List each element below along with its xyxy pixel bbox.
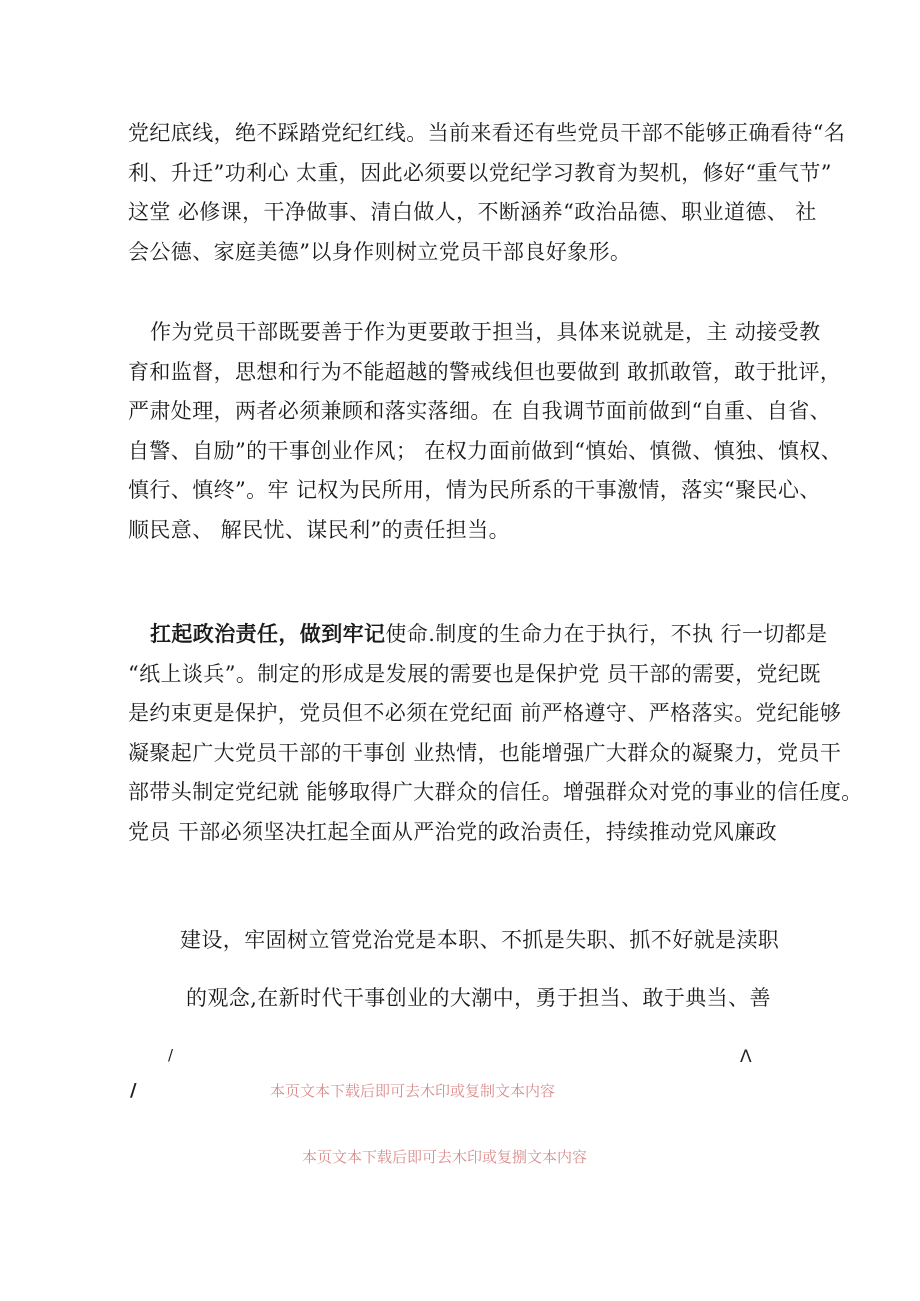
caret-mark: Λ	[740, 1047, 752, 1067]
paragraph-2	[128, 313, 843, 551]
text-line: 慎行、慎终”。牢 记权为民所用，情为民所系的干事激情，落实“聚民心、	[128, 478, 821, 503]
tail-line-2: 的观念,在新时代干事创业的大潮中，勇于担当、敢于典当、善	[186, 986, 771, 1010]
text-line: “纸上谈兵”。制定的形成是发展的需要也是保护党 员干部的需要，党纪既	[128, 661, 821, 686]
text-line: 顺民意、 解民忧、谋民利”的责任担当。	[128, 517, 511, 542]
text-line: 会公德、家庭美德”以身作则树立党员干部良好象形。	[128, 239, 632, 264]
tail-line-1: 建设，牢固树立管党治党是本职、不抓是失职、抓不好就是渎职	[180, 928, 780, 952]
text-line: 育和监督，思想和行为不能超越的警戒线但也要做到 敢抓敢管，敢于批评，	[128, 359, 842, 384]
text-line: 这堂 必修课，干净做事、清白做人，不断涵养“政治品德、职业道德、 社	[128, 200, 817, 225]
watermark-text: 本页文本下载后即可去木印或复捌文本内容	[302, 1148, 588, 1166]
text-line: 作为党员干部既要善于作为更要敢于担当，具体来说就是，主 动接受教	[150, 320, 821, 344]
text-line: 党纪底线，绝不踩踏党纪红线。当前来看还有些党员干部不能够正确看待“名	[128, 121, 846, 145]
text-line: 自警、自励”的干事创业作风； 在权力面前做到“慎始、慎微、慎独、慎权、	[128, 438, 843, 463]
paragraph-3	[128, 614, 863, 853]
paragraph-1	[128, 114, 846, 272]
text-line: 利、升迁”功利心 太重，因此必须要以党纪学习教育为契机，修好“重气节”	[128, 160, 832, 185]
heading-rest: 使命.制度的生命力在于执行，不执 行一切都是	[385, 622, 828, 646]
text-line-first	[128, 614, 828, 655]
text-line: 是约束更是保护，党员但不必须在党纪面 前严格遵守、严格落实。党纪能够	[128, 701, 842, 726]
watermark-text: 本页文本下载后即可去木印或复制文本内容	[270, 1082, 556, 1100]
paragraph-heading: 扛起政治责任，做到牢记	[150, 621, 386, 646]
text-line: 部带头制定党纪就 能够取得广大群众的信任。增强群众对党的事业的信任度。	[128, 780, 863, 805]
text-line: 严肃处理，两者必须兼顾和落实落细。在 自我调节面前做到“自重、自省、	[128, 399, 832, 424]
text-line: 凝聚起广大党员干部的干事创 业热情，也能增强广大群众的凝聚力，党员干	[128, 740, 842, 765]
text-line: 党员 干部必须坚决扛起全面从严治党的政治责任，持续推动党风廉政	[128, 819, 778, 844]
slash-mark-bold: /	[130, 1080, 137, 1101]
slash-mark: /	[168, 1046, 174, 1064]
